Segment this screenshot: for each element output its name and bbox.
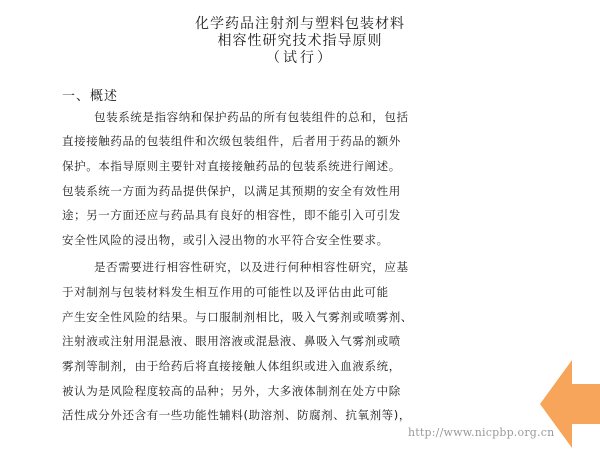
body-line: 被认为是风险程度较高的品种；另外，大多液体制剂在处方中除 [62,384,401,398]
body-line: 包装系统是指容纳和保护药品的所有包装组件的总和，包括 [94,110,409,124]
watermark-url: http://www.nicpbp.org.cn [408,426,555,439]
body-line: 注射液或注射用混悬液、眼用溶液或混悬液、鼻吸入气雾剂或喷 [62,334,401,348]
body-line: 直接接触药品的包装组件和次级包装组件，后者用于药品的额外 [62,134,401,148]
body-line: 于对制剂与包装材料发生相互作用的可能性以及评估由此可能 [62,285,389,299]
document-title-line-2: 相容性研究技术指导原则 [217,33,383,49]
body-line: 雾剂等制剂，由于给药后将直接接触人体组织或进入血液系统， [62,359,401,373]
document-title-line-1: 化学药品注射剂与塑料包装材料 [195,16,405,32]
body-line: 是否需要进行相容性研究，以及进行何种相容性研究，应基 [94,260,409,274]
section-heading: 一、概述 [62,89,119,104]
body-line: 安全性风险的浸出物，或引入浸出物的水平符合安全性要求。 [62,233,389,247]
document-title-line-3: （试行） [266,50,334,66]
body-line: 活性成分外还含有一些功能性辅料(助溶剂、防腐剂、抗氧剂等)， [62,408,411,422]
body-line: 产生安全性风险的结果。与口服制剂相比，吸入气雾剂或喷雾剂、 [62,310,413,324]
body-line: 保护。本指导原则主要针对直接接触药品的包装系统进行阐述。 [62,159,401,173]
body-line: 包装系统一方面为药品提供保护，以满足其预期的安全有效性用 [62,184,401,198]
body-line: 途；另一方面还应与药品具有良好的相容性，即不能引入可引发 [62,208,401,222]
